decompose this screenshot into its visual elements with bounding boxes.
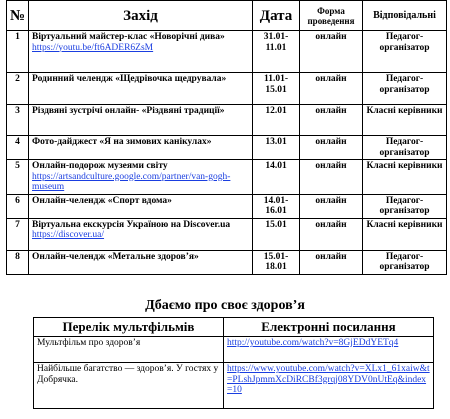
event-cell [29, 250, 253, 274]
cartoon-link-cell [224, 337, 434, 363]
event-responsible: Класні керівники [363, 105, 447, 136]
cartoons-table-header [34, 318, 434, 337]
event-num: 8 [7, 250, 29, 274]
event-date: 15.01-18.01 [253, 250, 300, 274]
event-num: 4 [7, 136, 29, 160]
event-form: онлайн [300, 136, 363, 160]
event-num: 6 [7, 194, 29, 218]
event-date: 13.01 [253, 136, 300, 160]
events-table-header [7, 1, 447, 31]
event-form: онлайн [300, 250, 363, 274]
event-form: онлайн [300, 105, 363, 136]
event-form: онлайн [300, 73, 363, 105]
event-date: 31.01-11.01 [253, 31, 300, 73]
event-responsible: Педагог-організатор [363, 250, 447, 274]
event-link[interactable]: https://artsandculture.google.com/partner/van-gogh-museum [32, 171, 231, 192]
event-date: 15.01 [253, 218, 300, 250]
event-title: Онлайн-челендж «Спорт вдома» [32, 195, 172, 206]
cartoons-table [33, 317, 434, 409]
header-num: № [7, 1, 29, 31]
event-row [7, 73, 447, 105]
event-cell [29, 160, 253, 195]
event-title: Онлайн-подорож музеями світу [32, 161, 168, 171]
event-responsible: Педагог-організатор [363, 136, 447, 160]
event-row [7, 194, 447, 218]
event-row [7, 218, 447, 250]
event-row [7, 31, 447, 73]
cartoon-link[interactable]: https://www.youtube.com/watch?v=XLx1_61xaiw&t=PLshJpmmXcDiRCBf3grqj08YDV0nUtEq&index=10 [227, 364, 430, 395]
event-form: онлайн [300, 194, 363, 218]
event-row [7, 160, 447, 195]
cartoon-title: Найбільше багатство — здоров’я. У гостях у Добрячка. [34, 363, 224, 409]
event-num: 7 [7, 218, 29, 250]
event-responsible: Педагог-організатор [363, 73, 447, 105]
header-cartoon-list: Перелік мультфільмів [34, 318, 224, 337]
header-responsible: Відповідальні [363, 1, 447, 31]
event-responsible: Педагог-організатор [363, 31, 447, 73]
event-cell [29, 194, 253, 218]
event-row [7, 105, 447, 136]
event-title: Онлайн-челендж «Метальне здоров’я» [32, 251, 199, 262]
event-cell [29, 73, 253, 105]
event-date: 12.01 [253, 105, 300, 136]
event-date: 11.01-15.01 [253, 73, 300, 105]
header-event: Захід [29, 1, 253, 31]
events-table [6, 0, 447, 275]
header-date: Дата [253, 1, 300, 31]
event-num: 3 [7, 105, 29, 136]
event-num: 5 [7, 160, 29, 195]
cartoon-title: Мультфільм про здоров’я [34, 337, 224, 363]
cartoon-row [34, 363, 434, 409]
event-cell [29, 31, 253, 73]
event-row [7, 250, 447, 274]
cartoons-table-container [33, 317, 433, 409]
header-form: Форма проведення [300, 1, 363, 31]
event-cell [29, 136, 253, 160]
event-responsible: Класні керівники [363, 160, 447, 195]
event-form: онлайн [300, 160, 363, 195]
header-links: Електронні посилання [224, 318, 434, 337]
event-row [7, 136, 447, 160]
event-title: Віртуальний майстер-клас «Новорічні дива» [32, 32, 225, 42]
event-form: онлайн [300, 31, 363, 73]
event-num: 2 [7, 73, 29, 105]
event-title: Віртуальна екскурсія Україною на Discover.ua [32, 219, 231, 230]
event-cell [29, 218, 253, 250]
event-link[interactable]: https://youtu.be/ft6ADER6ZsM [32, 42, 154, 53]
event-form: онлайн [300, 218, 363, 250]
event-title: Фото-дайджест «Я на зимових канікулах» [32, 137, 212, 147]
event-title: Родинний челендж «Щедрівочка щедрувала» [32, 74, 227, 84]
cartoon-link-cell [224, 363, 434, 409]
event-responsible: Педагог-організатор [363, 194, 447, 218]
cartoon-link[interactable]: http://youtube.com/watch?v=8GjEDdYETq4 [227, 338, 399, 348]
event-date: 14.01 [253, 160, 300, 195]
event-cell [29, 105, 253, 136]
event-responsible: Класні керівники [363, 218, 447, 250]
event-date: 14.01-16.01 [253, 194, 300, 218]
event-num: 1 [7, 31, 29, 73]
cartoon-row [34, 337, 434, 363]
section-title: Дбаємо про своє здоров’я [145, 298, 305, 313]
event-title: Різдвяні зустрічі онлайн- «Різдвяні традиції» [32, 106, 225, 116]
events-table-container [6, 0, 446, 275]
event-link[interactable]: https://discover.ua/ [32, 230, 105, 240]
